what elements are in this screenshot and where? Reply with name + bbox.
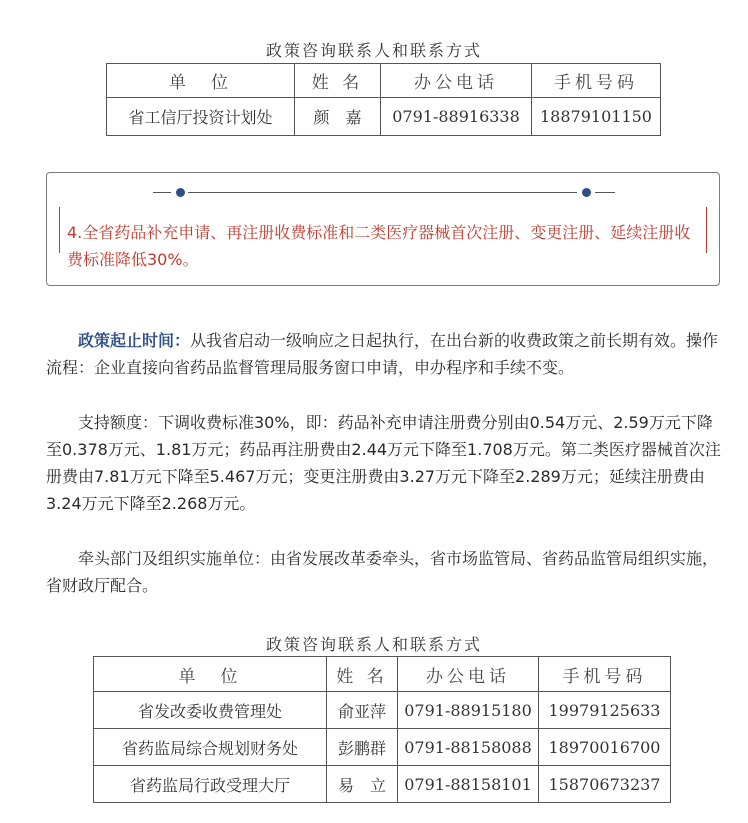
table-header-row bbox=[94, 657, 671, 692]
paragraph-period bbox=[46, 327, 726, 381]
cell-office-phone: 0791-88915180 bbox=[398, 692, 539, 729]
contact-table-1 bbox=[106, 63, 661, 136]
cell-unit: 省发改委收费管理处 bbox=[94, 692, 327, 729]
table-row bbox=[94, 692, 671, 729]
cell-name: 易 立 bbox=[327, 766, 398, 803]
cell-office-phone: 0791-88916338 bbox=[381, 98, 532, 136]
contact-table-2 bbox=[93, 656, 671, 803]
table-header-row bbox=[107, 64, 661, 98]
table1-caption: 政策咨询联系人和联系方式 bbox=[265, 41, 482, 60]
header-office-phone: 办公电话 bbox=[398, 657, 539, 692]
period-label: 政策起止时间： bbox=[78, 331, 191, 350]
cell-mobile: 19979125633 bbox=[539, 692, 671, 729]
header-unit: 单 位 bbox=[94, 657, 327, 692]
table-row bbox=[94, 766, 671, 803]
cell-name: 颜 嘉 bbox=[295, 98, 381, 136]
header-mobile: 手机号码 bbox=[532, 64, 661, 98]
notice-box bbox=[46, 172, 720, 286]
header-name: 姓 名 bbox=[295, 64, 381, 98]
cell-mobile: 15870673237 bbox=[539, 766, 671, 803]
divider-dot-left bbox=[176, 188, 185, 197]
divider-dot-right bbox=[582, 188, 591, 197]
period-text: 从我省启动一级响应之日起执行，在出台新的收费政策之前长期有效。操作流程：企业直接向省药品监督管理局服务窗口申请，申办程序和手续不变。 bbox=[46, 331, 719, 377]
header-unit: 单 位 bbox=[107, 64, 295, 98]
cell-mobile: 18879101150 bbox=[532, 98, 661, 136]
cell-name: 彭鹏群 bbox=[327, 729, 398, 766]
cell-office-phone: 0791-88158101 bbox=[398, 766, 539, 803]
header-office-phone: 办公电话 bbox=[381, 64, 532, 98]
table2-caption: 政策咨询联系人和联系方式 bbox=[265, 635, 482, 654]
divider-right-stub bbox=[595, 192, 615, 193]
cell-unit: 省工信厅投资计划处 bbox=[107, 98, 295, 136]
table-row bbox=[107, 98, 661, 136]
header-name: 姓 名 bbox=[327, 657, 398, 692]
cell-unit: 省药监局行政受理大厅 bbox=[94, 766, 327, 803]
divider-left-stub bbox=[153, 192, 171, 193]
divider-line bbox=[188, 192, 577, 193]
paragraph-support-amount: 支持额度：下调收费标准30%，即：药品补充申请注册费分别由0.54万元、2.59万元下降至0.378万元、1.81万元；药品再注册费由2.44万元下降至1.708万元。第二类医疗器械首次注册费由7.81万元下降至5.467万元；变更注册费由3.27万元下降至2.289万元；延续注册费由3.24万元下降至2.268万元。 bbox=[46, 413, 721, 513]
cell-unit: 省药监局综合规划财务处 bbox=[94, 729, 327, 766]
table-row bbox=[94, 729, 671, 766]
header-mobile: 手机号码 bbox=[539, 657, 671, 692]
cell-office-phone: 0791-88158088 bbox=[398, 729, 539, 766]
notice-text: 4.全省药品补充申请、再注册收费标准和二类医疗器械首次注册、变更注册、延续注册收费标准降低30%。 bbox=[67, 223, 691, 269]
paragraph-lead-departments: 牵头部门及组织实施单位：由省发展改革委牵头，省市场监管局、省药品监管局组织实施，省财政厅配合。 bbox=[46, 549, 719, 595]
cell-mobile: 18970016700 bbox=[539, 729, 671, 766]
cell-name: 俞亚萍 bbox=[327, 692, 398, 729]
